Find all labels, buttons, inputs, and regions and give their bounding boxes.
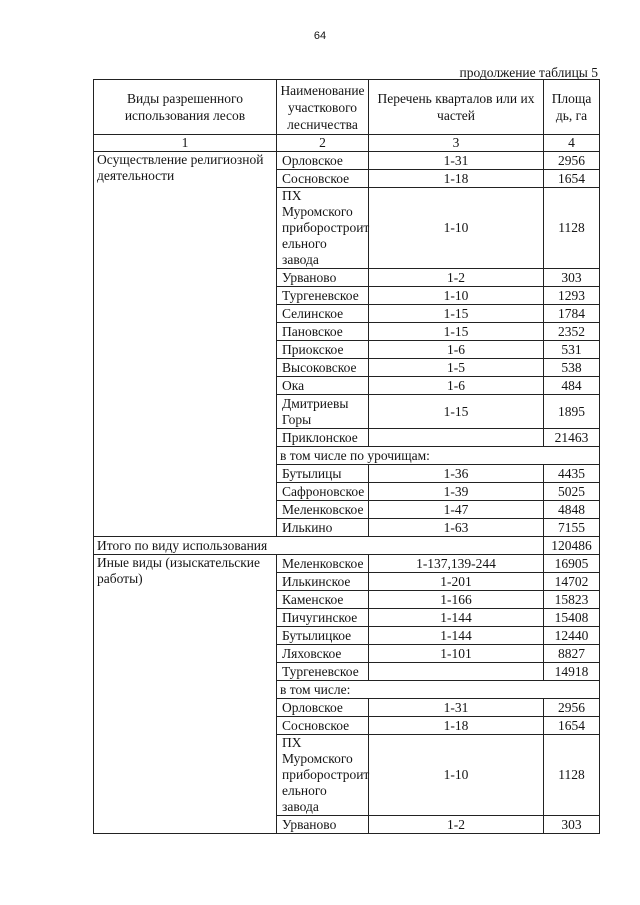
area-cell: 15408 — [544, 609, 600, 627]
quarters-cell: 1-39 — [369, 483, 544, 501]
forestry-name-cell: Меленковское — [277, 555, 369, 573]
forestry-name-cell: Ока — [277, 377, 369, 395]
area-cell: 2956 — [544, 152, 600, 170]
quarters-cell: 1-101 — [369, 645, 544, 663]
area-cell: 1293 — [544, 287, 600, 305]
quarters-cell: 1-63 — [369, 519, 544, 537]
quarters-cell: 1-18 — [369, 170, 544, 188]
page-number: 64 — [313, 30, 327, 42]
area-cell: 484 — [544, 377, 600, 395]
area-cell: 4848 — [544, 501, 600, 519]
forestry-name-cell: Каменское — [277, 591, 369, 609]
forestry-name-cell: Ляховское — [277, 645, 369, 663]
area-cell: 21463 — [544, 429, 600, 447]
area-cell: 14918 — [544, 663, 600, 681]
forestry-name-cell: Пичугинское — [277, 609, 369, 627]
table-body — [94, 135, 600, 834]
forestry-name-cell: Урваново — [277, 816, 369, 834]
quarters-cell — [369, 429, 544, 447]
forestry-name-cell: Сосновское — [277, 170, 369, 188]
forestry-name-cell: Тургеневское — [277, 663, 369, 681]
forestry-name-cell: Высоковское — [277, 359, 369, 377]
column-number: 3 — [369, 135, 544, 152]
area-cell: 1784 — [544, 305, 600, 323]
header-quarters: Перечень кварталов или их частей — [369, 80, 544, 135]
forestry-name-cell: Приокское — [277, 341, 369, 359]
forestry-name-cell: ПХ Муромского приборостроит ельного завода — [277, 188, 369, 269]
area-cell: 303 — [544, 269, 600, 287]
subheader-cell: в том числе по урочищам: — [277, 447, 600, 465]
area-cell: 1654 — [544, 717, 600, 735]
forestry-name-cell: Дмитриевы Горы — [277, 395, 369, 429]
quarters-cell: 1-144 — [369, 609, 544, 627]
quarters-cell: 1-5 — [369, 359, 544, 377]
quarters-cell: 1-15 — [369, 323, 544, 341]
total-row — [94, 537, 600, 555]
quarters-cell: 1-6 — [369, 341, 544, 359]
quarters-cell — [369, 663, 544, 681]
area-cell: 2956 — [544, 699, 600, 717]
total-label-cell: Итого по виду использования — [94, 537, 544, 555]
forestry-name-cell: Орловское — [277, 152, 369, 170]
quarters-cell: 1-166 — [369, 591, 544, 609]
continuation-label: продолжение таблицы 5 — [459, 65, 598, 80]
total-area-cell: 120486 — [544, 537, 600, 555]
area-cell: 1654 — [544, 170, 600, 188]
area-cell: 538 — [544, 359, 600, 377]
quarters-cell: 1-201 — [369, 573, 544, 591]
quarters-cell: 1-2 — [369, 269, 544, 287]
area-cell: 4435 — [544, 465, 600, 483]
forestry-name-cell: Меленковское — [277, 501, 369, 519]
area-cell: 5025 — [544, 483, 600, 501]
quarters-cell: 1-10 — [369, 188, 544, 269]
forestry-name-cell: Сосновское — [277, 717, 369, 735]
forestry-name-cell: Бутылицкое — [277, 627, 369, 645]
table-row — [94, 555, 600, 573]
area-cell: 7155 — [544, 519, 600, 537]
forestry-name-cell: Селинское — [277, 305, 369, 323]
quarters-cell: 1-2 — [369, 816, 544, 834]
area-cell: 303 — [544, 816, 600, 834]
quarters-cell: 1-36 — [369, 465, 544, 483]
area-cell: 8827 — [544, 645, 600, 663]
forestry-name-cell: Урваново — [277, 269, 369, 287]
forestry-name-cell: Илькино — [277, 519, 369, 537]
area-cell: 1128 — [544, 188, 600, 269]
column-number: 1 — [94, 135, 277, 152]
use-type-cell: Осуществление религиозной деятельности — [94, 152, 277, 537]
area-cell: 15823 — [544, 591, 600, 609]
header-use-type: Виды разрешенного использования лесов — [94, 80, 277, 135]
column-number-row — [94, 135, 600, 152]
area-cell: 531 — [544, 341, 600, 359]
quarters-cell: 1-15 — [369, 395, 544, 429]
quarters-cell: 1-6 — [369, 377, 544, 395]
forestry-name-cell: ПХ Муромского приборостроит ельного завода — [277, 735, 369, 816]
quarters-cell: 1-137,139-244 — [369, 555, 544, 573]
column-number: 2 — [277, 135, 369, 152]
quarters-cell: 1-144 — [369, 627, 544, 645]
area-cell: 1128 — [544, 735, 600, 816]
quarters-cell: 1-15 — [369, 305, 544, 323]
subheader-cell: в том числе: — [277, 681, 600, 699]
forestry-name-cell: Пановское — [277, 323, 369, 341]
forestry-name-cell: Орловское — [277, 699, 369, 717]
forestry-name-cell: Бутылицы — [277, 465, 369, 483]
area-cell: 12440 — [544, 627, 600, 645]
quarters-cell: 1-10 — [369, 735, 544, 816]
area-cell: 14702 — [544, 573, 600, 591]
area-cell: 16905 — [544, 555, 600, 573]
quarters-cell: 1-18 — [369, 717, 544, 735]
area-cell: 2352 — [544, 323, 600, 341]
quarters-cell: 1-31 — [369, 699, 544, 717]
quarters-cell: 1-47 — [369, 501, 544, 519]
use-type-cell: Иные виды (изыскательские работы) — [94, 555, 277, 834]
area-cell: 1895 — [544, 395, 600, 429]
forestry-name-cell: Приклонское — [277, 429, 369, 447]
forestry-name-cell: Тургеневское — [277, 287, 369, 305]
forest-use-table — [93, 79, 600, 834]
forestry-name-cell: Сафроновское — [277, 483, 369, 501]
header-forestry-name: Наименование участкового лесничества — [277, 80, 369, 135]
quarters-cell: 1-10 — [369, 287, 544, 305]
quarters-cell: 1-31 — [369, 152, 544, 170]
forestry-name-cell: Илькинское — [277, 573, 369, 591]
table-row — [94, 152, 600, 170]
column-number: 4 — [544, 135, 600, 152]
header-area: Площа дь, га — [544, 80, 600, 135]
